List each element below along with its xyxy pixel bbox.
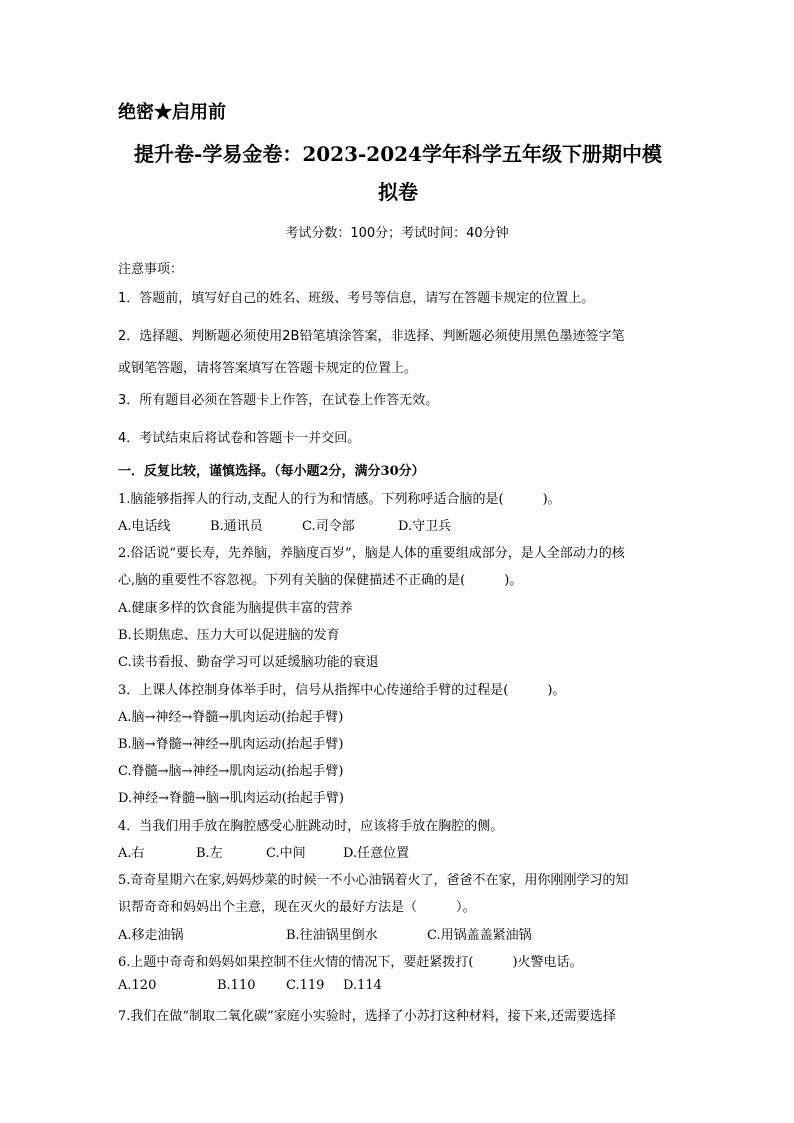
notice-item-1: 1．答题前，填写好自己的姓名、班级、考号等信息，请写在答题卡规定的位置上。 bbox=[118, 291, 595, 306]
question-1-option-a: A.电话线 bbox=[118, 519, 171, 534]
notice-item-2b: 或钢笔答题，请将答案填写在答题卡规定的位置上。 bbox=[118, 361, 418, 376]
question-3-option-c: C.脊髓→脑→神经→肌肉运动(抬起手臂) bbox=[118, 764, 344, 779]
question-5-option-a: A.移走油锅 bbox=[118, 928, 184, 943]
question-4-option-b: B.左 bbox=[196, 846, 223, 861]
question-5-line2: 识帮奇奇和妈妈出个主意，现在灭火的最好方法是（ ）。 bbox=[118, 900, 476, 915]
exam-title-line2: 拟卷 bbox=[378, 180, 418, 204]
question-5-option-b: B.往油锅里倒水 bbox=[286, 928, 378, 943]
question-5-line1: 5.奇奇星期六在家,妈妈炒菜的时候一不小心油锅着火了，爸爸不在家，用你刚刚学习的知 bbox=[118, 873, 629, 888]
question-2-line2: 心,脑的重要性不容忽视。下列有关脑的保健描述不正确的是( )。 bbox=[118, 573, 523, 588]
notice-item-4: 4．考试结束后将试卷和答题卡一并交回。 bbox=[118, 431, 361, 446]
question-1-option-d: D.守卫兵 bbox=[398, 519, 452, 534]
question-2-option-b: B.长期焦虑、压力大可以促进脑的发育 bbox=[118, 628, 340, 643]
confidential-mark: 绝密★启用前 bbox=[118, 102, 226, 123]
question-3-option-a: A.脑→神经→脊髓→肌肉运动(抬起手臂) bbox=[118, 710, 344, 725]
question-6-option-b: B.110 bbox=[217, 978, 256, 993]
question-6: 6.上题中奇奇和妈妈如果控制不住火情的情况下，要赶紧拨打( )火警电话。 bbox=[118, 955, 583, 970]
question-2-line1: 2.俗话说“要长寿，先养脑，养脑度百岁”，脑是人体的重要组成部分，是人全部动力的核 bbox=[118, 546, 625, 561]
exam-title-line1: 提升卷-学易金卷：2023-2024学年科学五年级下册期中模 bbox=[134, 142, 662, 166]
notice-item-2a: 2．选择题、判断题必须使用2B铅笔填涂答案，非选择、判断题必须使用黑色墨迹签字笔 bbox=[118, 329, 625, 344]
question-3-option-d: D.神经→脊髓→脑→肌肉运动(抬起手臂) bbox=[118, 791, 344, 806]
notice-heading: 注意事项： bbox=[118, 262, 184, 277]
question-6-option-c: C.119 bbox=[286, 978, 325, 993]
question-6-option-a: A.120 bbox=[118, 978, 157, 993]
exam-title bbox=[118, 135, 678, 211]
question-1-option-b: B.通讯员 bbox=[210, 519, 263, 534]
section-1-heading: 一．反复比较，谨慎选择。（每小题2分，满分30分） bbox=[118, 464, 425, 479]
question-5-option-c: C.用锅盖盖紧油锅 bbox=[427, 928, 532, 943]
question-4-option-a: A.右 bbox=[118, 846, 145, 861]
notice-item-3: 3．所有题目必须在答题卡上作答，在试卷上作答无效。 bbox=[118, 393, 439, 408]
question-3-option-b: B.脑→脊髓→神经→肌肉运动(抬起手臂) bbox=[118, 737, 344, 752]
question-6-option-d: D.114 bbox=[343, 978, 382, 993]
question-2-option-a: A.健康多样的饮食能为脑提供丰富的营养 bbox=[118, 601, 353, 616]
question-4: 4．当我们用手放在胸腔感受心脏跳动时，应该将手放在胸腔的侧。 bbox=[118, 819, 504, 834]
question-3: 3．上课人体控制身体举手时，信号从指挥中心传递给手臂的过程是( )。 bbox=[118, 683, 566, 698]
question-1-option-c: C.司令部 bbox=[302, 519, 355, 534]
question-2-option-c: C.读书看报、勤奋学习可以延缓脑功能的衰退 bbox=[118, 655, 379, 670]
question-7: 7.我们在做“制取二氧化碳”家庭小实验时，选择了小苏打这种材料，接下来,还需要选择 bbox=[118, 1009, 616, 1024]
question-1: 1.脑能够指挥人的行动,支配人的行为和情感。下列称呼适合脑的是( )。 bbox=[118, 492, 561, 507]
question-4-option-d: D.任意位置 bbox=[343, 846, 410, 861]
exam-info: 考试分数：100分；考试时间：40分钟 bbox=[285, 226, 509, 241]
question-4-option-c: C.中间 bbox=[266, 846, 306, 861]
